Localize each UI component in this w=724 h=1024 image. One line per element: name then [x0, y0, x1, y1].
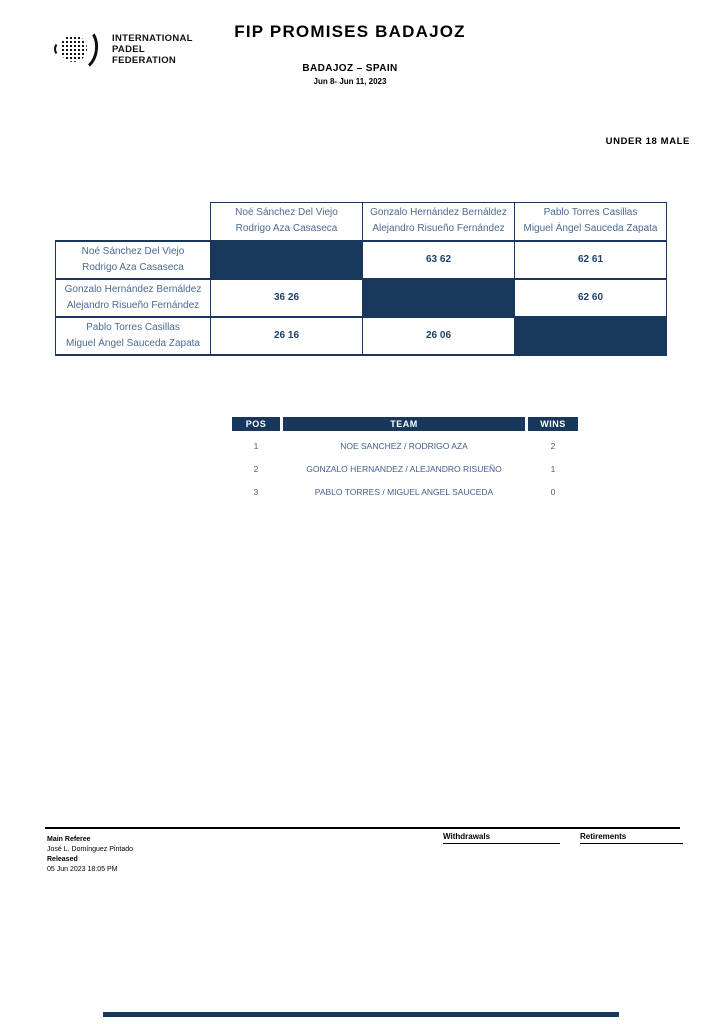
team-row-label: Noé Sánchez Del Viejo Rodrigo Aza Casaseca [56, 241, 211, 279]
released-datetime: 05 Jun 2023 18:05 PM [47, 866, 118, 873]
team-column-header: Gonzalo Hernández Bernáldez Alejandro Risueño Fernández [363, 203, 515, 241]
standings-team: PABLO TORRES / MIGUEL ANGEL SAUCEDA [314, 487, 494, 497]
logo-line-3: FEDERATION [112, 54, 177, 66]
logo-line-1: INTERNATIONAL [112, 32, 193, 44]
tournament-title: FIP PROMISES BADAJOZ [234, 22, 466, 41]
footer-referee-block [47, 835, 133, 875]
retirements-label: Retirements [580, 832, 683, 844]
standings-team: NOE SANCHEZ / RODRIGO AZA [340, 441, 468, 451]
standings-pos: 3 [253, 487, 259, 497]
main-referee-label: Main Referee [47, 836, 91, 843]
match-result-cell: 26 06 [363, 317, 515, 355]
standings-header-pos: POS [232, 417, 280, 431]
document-header [0, 22, 700, 86]
team-row-label: Gonzalo Hernández Bernáldez Alejandro Risueño Fernández [56, 279, 211, 317]
matrix-row [56, 241, 667, 279]
standings-header-wins: WINS [528, 417, 578, 431]
match-result-cell: 62 60 [515, 279, 667, 317]
round-robin-matrix [55, 202, 667, 356]
diagonal-cell [363, 279, 515, 317]
released-label: Released [47, 856, 78, 863]
standings-header-team: TEAM [283, 417, 525, 431]
diagonal-cell [515, 317, 667, 355]
withdrawals-label: Withdrawals [443, 832, 560, 844]
main-referee-name: José L. Domínguez Pintado [47, 846, 133, 853]
standings-team: GONZALO HERNANDEZ / ALEJANDRO RISUEÑO [306, 464, 502, 474]
tournament-location: BADAJOZ – SPAIN [302, 63, 398, 74]
diagonal-cell [211, 241, 363, 279]
matrix-corner-cell [56, 203, 211, 241]
standings-pos: 1 [253, 441, 259, 451]
team-column-header: Noé Sánchez Del Viejo Rodrigo Aza Casaseca [211, 203, 363, 241]
footer-divider [45, 827, 680, 829]
standings-table [232, 417, 578, 500]
logo-line-2: PADEL [112, 43, 145, 55]
matrix-row [56, 317, 667, 355]
match-result-cell: 63 62 [363, 241, 515, 279]
standings-pos: 2 [253, 464, 259, 474]
matrix-header-row [56, 203, 667, 241]
match-result-cell: 26 16 [211, 317, 363, 355]
bottom-accent-bar [103, 1012, 619, 1017]
match-result-cell: 62 61 [515, 241, 667, 279]
standings-wins: 1 [550, 464, 556, 474]
team-row-label: Pablo Torres Casillas Miguel Ángel Sauceda Zapata [56, 317, 211, 355]
match-result-cell: 36 26 [211, 279, 363, 317]
matrix-row [56, 279, 667, 317]
standings-wins: 2 [550, 441, 556, 451]
team-column-header: Pablo Torres Casillas Miguel Ángel Sauceda Zapata [515, 203, 667, 241]
standings-wins: 0 [550, 487, 556, 497]
tournament-dates: Jun 8- Jun 11, 2023 [313, 77, 387, 86]
category-label: UNDER 18 MALE [605, 136, 690, 147]
